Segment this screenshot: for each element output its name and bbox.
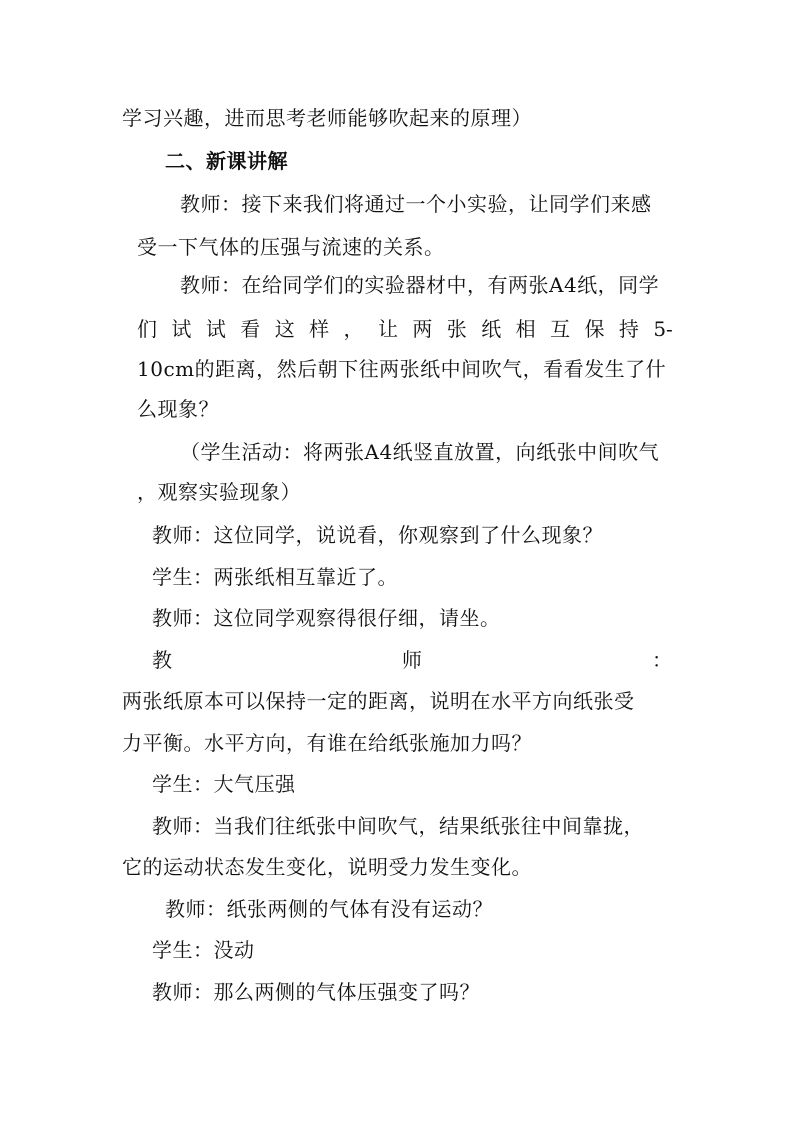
- justified-char: 师: [402, 648, 422, 672]
- paragraph-line: 力平衡。水平方向，有谁在给纸张施加力吗？: [122, 731, 532, 755]
- justified-char: 试: [171, 317, 192, 341]
- paragraph-line: 两张纸原本可以保持一定的距离，说明在水平方向纸张受: [122, 689, 635, 713]
- paragraph-line: ，观察实验现象）: [137, 480, 301, 504]
- justified-line: [137, 317, 673, 341]
- paragraph-line: 10cm的距离，然后朝下往两张纸中间吹气，看看发生了什: [137, 357, 667, 381]
- paragraph-line: 受一下气体的压强与流速的关系。: [137, 235, 445, 259]
- justified-char: ，: [343, 317, 364, 341]
- justified-char: 纸: [481, 317, 502, 341]
- justified-char: 5-: [653, 317, 673, 341]
- section-heading: 二、新课讲解: [165, 149, 288, 173]
- paragraph-line: 教师：这位同学观察得很仔细，请坐。: [152, 606, 501, 630]
- justified-char: 互: [550, 317, 571, 341]
- justified-char: 两: [412, 317, 433, 341]
- justified-char: 相: [515, 317, 536, 341]
- justified-line: [152, 648, 672, 672]
- justified-char: 保: [584, 317, 605, 341]
- justified-char: 持: [618, 317, 639, 341]
- paragraph-line: 教师：接下来我们将通过一个小实验，让同学们来感: [180, 192, 652, 216]
- paragraph-line: （学生活动：将两张A4纸竖直放置，向纸张中间吹气: [180, 440, 660, 464]
- paragraph-line: 教师：在给同学们的实验器材中，有两张A4纸，同学: [180, 273, 660, 297]
- justified-char: 们: [137, 317, 157, 341]
- justified-char: 试: [205, 317, 226, 341]
- paragraph-line: 学生：没动: [152, 938, 255, 962]
- justified-char: 教: [152, 648, 172, 672]
- justified-char: 样: [309, 317, 330, 341]
- paragraph-line: 教师：当我们往纸张中间吹气，结果纸张往中间靠拢，: [152, 814, 644, 838]
- paragraph-line: 教师：这位同学，说说看，你观察到了什么现象？: [152, 523, 603, 547]
- justified-char: 看: [240, 317, 261, 341]
- paragraph-line: 它的运动状态发生变化，说明受力发生变化。: [122, 855, 532, 879]
- justified-char: ：: [652, 648, 672, 672]
- paragraph-line: 学习兴趣，进而思考老师能够吹起来的原理）: [122, 106, 532, 130]
- paragraph-line: 学生：两张纸相互靠近了。: [152, 565, 398, 589]
- paragraph-line: 学生：大气压强: [152, 772, 296, 796]
- justified-char: 张: [446, 317, 467, 341]
- justified-char: 这: [274, 317, 295, 341]
- justified-char: 让: [377, 317, 398, 341]
- paragraph-line: 么现象？: [137, 397, 219, 421]
- paragraph-line: 教师：纸张两侧的气体有没有运动？: [165, 897, 493, 921]
- paragraph-line: 教师：那么两侧的气体压强变了吗？: [152, 980, 480, 1004]
